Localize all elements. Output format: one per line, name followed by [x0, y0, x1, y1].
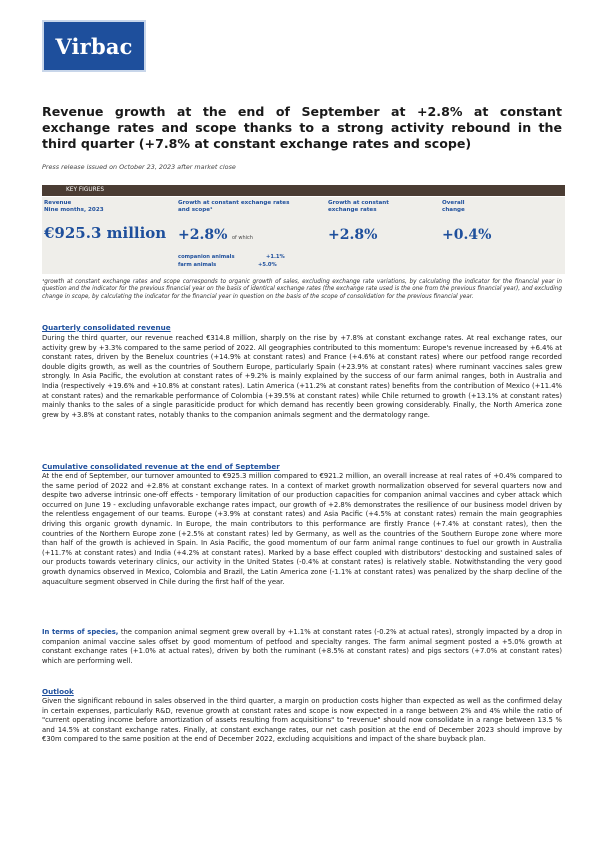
- farm-animals-value: +5.0%: [258, 262, 277, 268]
- companion-animals-label: companion animals: [178, 254, 235, 260]
- overall-change-value: +0.4%: [442, 227, 492, 243]
- species-text: the companion animal segment grew overall by +1.1% at constant rates (-0.2% at actual rates), strongly impacted by a drop in companion animal vaccine sales offset by good momentum of petfood and specialty ranges. The farm animal segment posted a +5.0% growth at constant exchange rates (+1.0% at actual rates), driven by both the ruminant (+8.5% at constant rates) and pigs sectors (+7.0% at constant rates) which are performing well.: [42, 628, 562, 665]
- revenue-value: €925.3 million: [44, 224, 167, 242]
- cumulative-revenue-text: At the end of September, our turnover amounted to €925.3 million compared to €921.2 million, an overall increase at real rates of +0.4% compared to the same period of 2022 and +2.8% at constant exchange rates. In a context of market growth normalization observed for several quarters now and despite two adverse intrinsic one-off effects - temporary limitation of our production capacities for companion animal vaccines and cyber attack which occurred on June 19 - excluding unfavorable exchange rates impact, our growth of +2.8% demonstrates the resilience of our business model driven by the relentless engagement of our teams. Europe (+3.9% at constant rates) and Asia Pacific (+4.5% at constant rates) remain the main geographies driving this organic growth dynamic. In Europe, the main contributors to this performance are firstly France (+7.4% at constant rates), then the countries of the Northern Europe zone (+2.5% at constant rates) led by Germany, as well as the countries of the Southern Europe zone where more than half of the growth is achieved in Spain. In Asia Pacific, the good momentum of our farm animal range continues to fuel our growth in Australia (+11.7% at constant rates) and India (+4.2% at constant rates). Marked by a base effect coupled with distributors' destocking and sustained sales of our products towards veterinary clinics, our activity in the United States (-0.4% at constant rates) is relatively stable. Notwithstanding the very good growth dynamics observed in Mexico, Colombia and Brazil, the Latin America zone (-1.1% at constant rates) was penalized by the sharp decline of the aquaculture segment observed in Chile during the first half of the year.: [42, 472, 562, 586]
- outlook-heading: Outlook: [42, 687, 74, 696]
- outlook-text: Given the significant rebound in sales observed in the third quarter, a margin on production costs higher than expected as well as the confirmed delay in certain expenses, particularly R&D, revenue growth at constant rates and scope is now expected in a range between 2% and 4% while the ratio of "current operating income before amortization of assets resulting from acquisitions" to "revenue" should now consolidate in a range between 13.5 % and 14.5% at constant exchange rates. Finally, at constant exchange rates, our net cash position at the end of December 2023 should improve by €30m compared to the same position at the end of December 2022, excluding acquisitions and impact of the share buyback plan.: [42, 697, 562, 744]
- press-release-title: Revenue growth at the end of September at +2.8% at constant exchange rates and scope thanks to a strong activity rebound in the third quarter (+7.8% at constant exchange rates and scope): [42, 104, 562, 151]
- species-heading: In terms of species,: [42, 628, 119, 636]
- growth-of-which-label: of which: [232, 235, 253, 241]
- growth-constant-scope-label: Growth at constant exchange rates and scope¹: [178, 200, 290, 213]
- species-paragraph: [42, 628, 562, 666]
- growth-constant-fx-value: +2.8%: [328, 227, 378, 243]
- key-figures-panel: [42, 197, 565, 274]
- quarterly-revenue-heading: Quarterly consolidated revenue: [42, 323, 171, 332]
- quarterly-revenue-text: During the third quarter, our revenue reached €314.8 million, sharply on the rise by +7.8% at constant exchange rates. At real exchange rates, our activity grew by +3.3% compared to the same period of 2022. All geographies contributed to this momentum: Europe's revenue increased by +6.4% at constant rates, driven by the Benelux countries (+14.9% at constant rates) and France (+4.6% at constant rates) where our petfood range recorded double digits growth, as well as the countries of Southern Europe, particularly Spain (+23.9% at constant rates) where ruminant vaccines sales grew strongly. In Asia Pacific, the evolution at constant rates of +9.2% is mainly explained by the success of our farm animal ranges, both in Australia and India (respectively +19.6% and +10.8% at constant rates). Latin America (+11.2% at constant rates) benefits from the contribution of Mexico (+11.4% at constant rates) and the remarkable performance of Colombia (+39.5% at constant rates) while Chile returned to growth (+13.1% at constant rates) mainly thanks to the sales of a single parasiticide product for which demand has recently been growing considerably. Finally, the North America zone grew by +3.8% at constant rates, notably thanks to the companion animals segment and the dermatology range.: [42, 334, 562, 419]
- key-figures-footnote: ¹growth at constant exchange rates and scope corresponds to organic growth of sales, excluding exchange rate variations, by calculating the indicator for the financial year in question and the indicator for the previous financial year on the basis of identical exchange rates (the exchange rate used is the one from the previous financial year), and excluding change in scope, by calculating the indicator for the financial year in question on the basis of the scope of consolidation for the previous financial year.: [42, 279, 562, 300]
- overall-change-label: Overall change: [442, 200, 465, 213]
- logo-text: Virbac: [55, 33, 133, 59]
- press-release-date: Press release issued on October 23, 2023 after market close: [42, 163, 236, 171]
- cumulative-revenue-heading: Cumulative consolidated revenue at the end of September: [42, 462, 280, 471]
- key-figures-header: KEY FIGURES: [42, 185, 565, 196]
- growth-constant-fx-label: Growth at constant exchange rates: [328, 200, 389, 213]
- revenue-label: Revenue Nine months, 2023: [44, 200, 104, 213]
- companion-animals-value: +1.1%: [266, 254, 285, 260]
- virbac-logo: [42, 20, 146, 72]
- farm-animals-label: farm animals: [178, 262, 217, 268]
- growth-constant-scope-value: +2.8%: [178, 227, 228, 243]
